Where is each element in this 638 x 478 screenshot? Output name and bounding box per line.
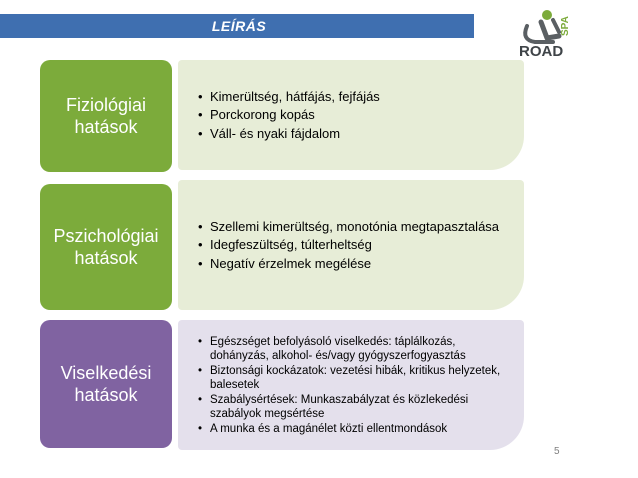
list-item: • Negatív érzelmek megélése xyxy=(198,255,510,273)
list-item: • Kimerültség, hátfájás, fejfájás xyxy=(198,88,510,106)
label-line: Pszichológiai xyxy=(53,226,159,246)
list-item: • Váll- és nyaki fájdalom xyxy=(198,125,510,143)
psychological-effects-list xyxy=(198,217,510,274)
list-item: • Porckorong kopás xyxy=(198,106,510,124)
psychological-effects-box xyxy=(178,180,524,310)
physiological-effects-box xyxy=(178,60,524,170)
list-item: • Egészséget befolyásoló viselkedés: táplálkozás, dohányzás, alkohol- és/vagy gyógyszerfogyasztás xyxy=(198,335,510,363)
list-item: • Szellemi kimerültség, monotónia megtapasztalása xyxy=(198,218,510,236)
behavioral-effects-box xyxy=(178,320,524,450)
label-line: hatások xyxy=(74,385,138,405)
list-item: • Szabálysértések: Munkaszabályzat és közlekedési szabályok megsértése xyxy=(198,393,510,421)
roadspa-logo xyxy=(513,6,579,64)
psychological-effects-label xyxy=(40,184,172,310)
list-item: • A munka és a magánélet közti ellentmondások xyxy=(198,422,510,436)
page-number: 5 xyxy=(554,446,560,457)
behavioral-effects-list xyxy=(198,334,510,437)
behavioral-effects-label xyxy=(40,320,172,448)
label-line: hatások xyxy=(74,248,138,268)
list-item: • Idegfeszültség, túlterheltség xyxy=(198,236,510,254)
physiological-effects-label xyxy=(40,60,172,172)
logo-spa-text: SPA xyxy=(560,16,571,36)
list-item: • Biztonsági kockázatok: vezetési hibák, kritikus helyzetek, balesetek xyxy=(198,364,510,392)
header-bar xyxy=(0,14,474,38)
physiological-effects-list xyxy=(198,87,510,144)
label-line: hatások xyxy=(74,117,138,137)
label-line: Fiziológiai xyxy=(65,95,147,115)
page-title: LEÍRÁS xyxy=(211,18,267,34)
label-line: Viselkedési xyxy=(60,363,152,383)
logo-road-text: ROAD xyxy=(519,43,564,60)
